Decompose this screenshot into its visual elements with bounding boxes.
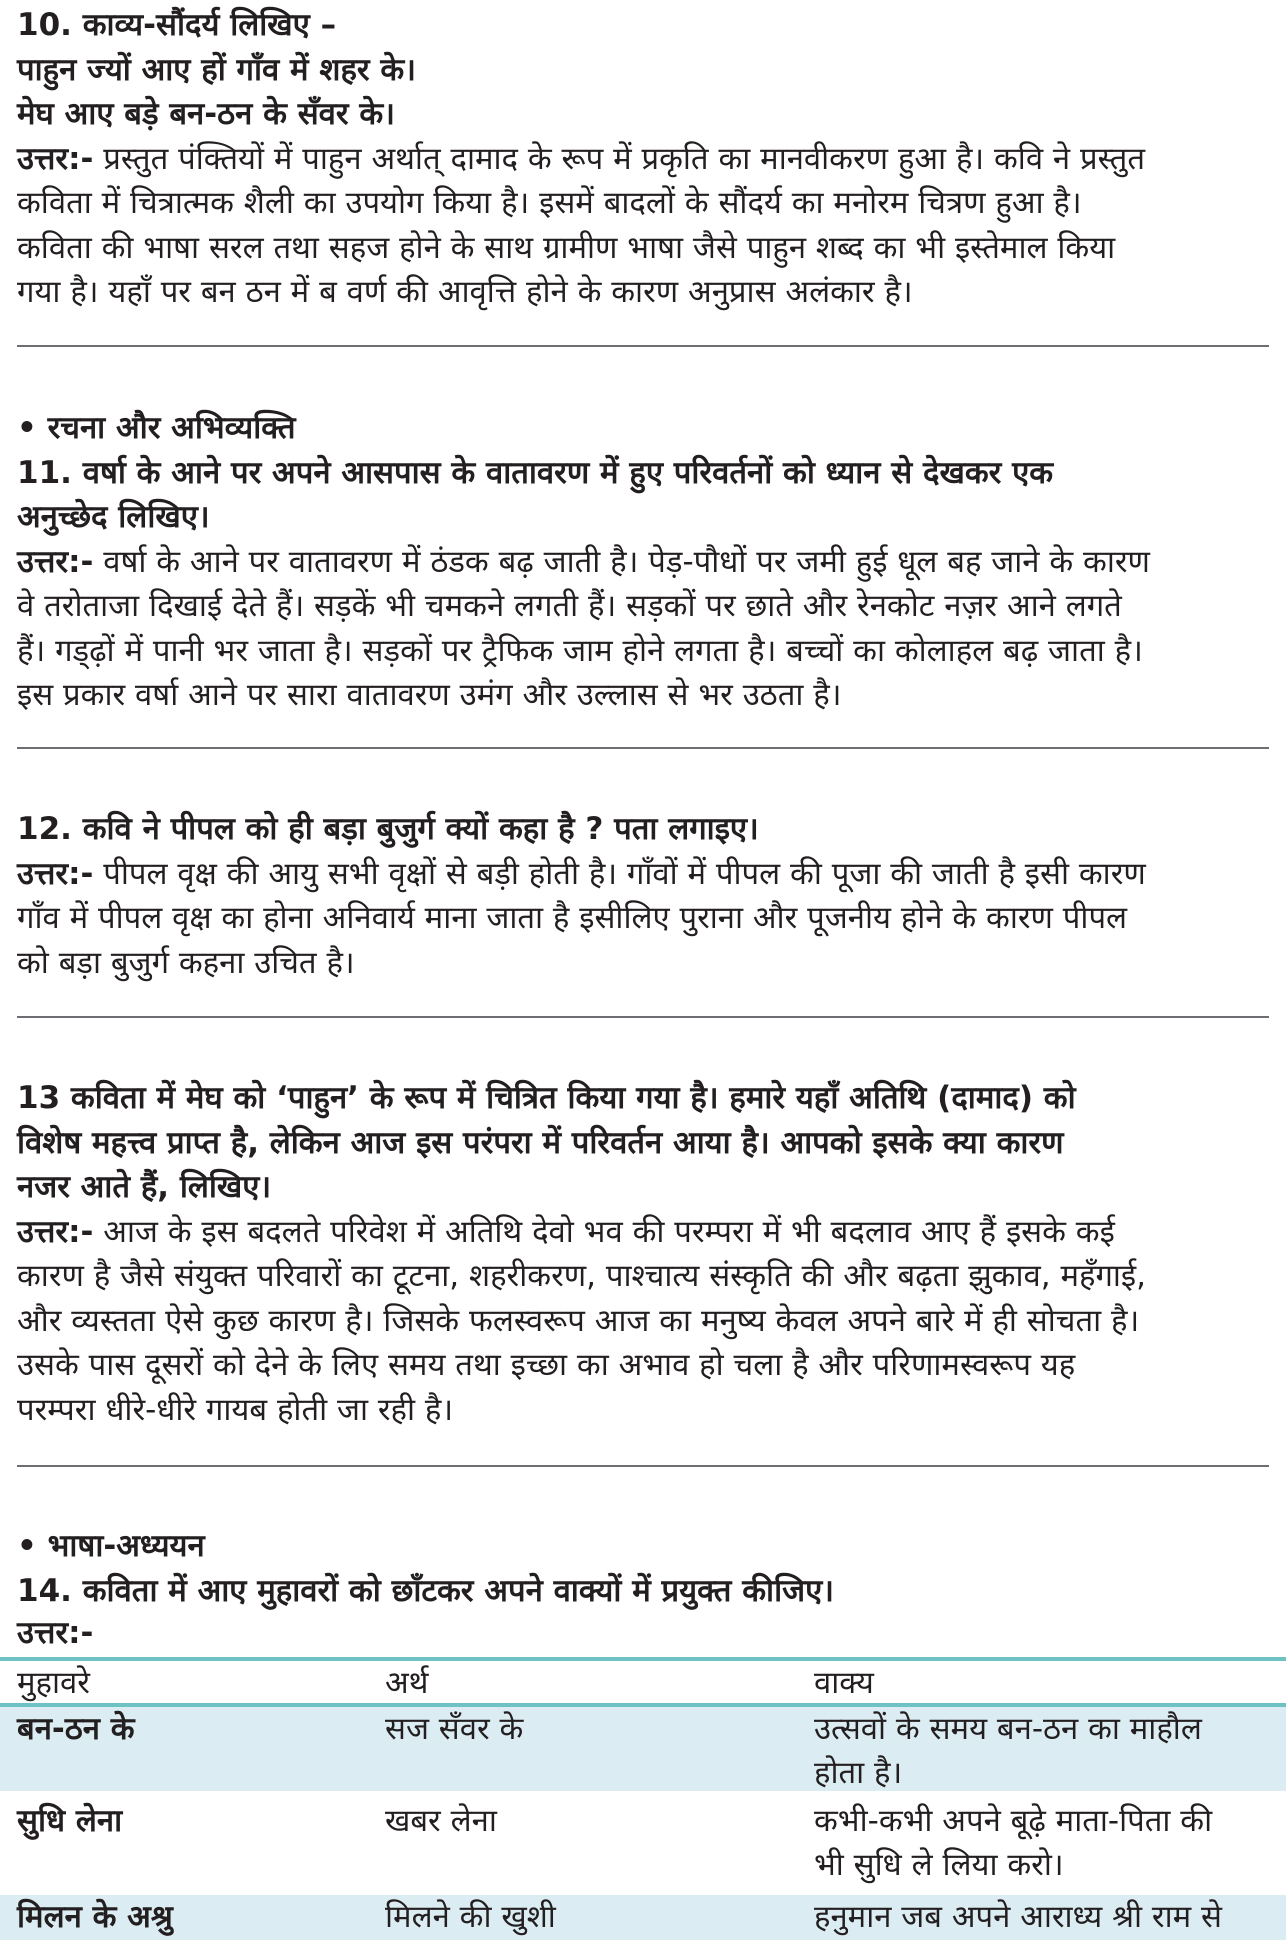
answer-line: को बड़ा बुजुर्ग कहना उचित है। — [17, 944, 355, 981]
answer-line: कविता में चित्रात्मक शैली का उपयोग किया है। इसमें बादलों के सौंदर्य का मनोरम चित्रण हुआ है। — [17, 185, 1082, 221]
answer-label: उत्तर:- — [17, 1213, 94, 1250]
idiom-cell: सुधि लेना — [17, 1803, 123, 1839]
question-14 — [17, 1524, 1276, 1653]
question-text: 10. काव्य-सौंदर्य लिखिए – — [17, 7, 337, 43]
verse-line: मेघ आए बड़े बन-ठन के सँवर के। — [17, 96, 395, 132]
idioms-table — [0, 1657, 1286, 1940]
answer-line: गाँव में पीपल वृक्ष का होना अनिवार्य माना जाता है इसीलिए पुराना और पूजनीय होने के कारण पीपल — [17, 900, 1128, 936]
answer-label: उत्तर:- — [17, 140, 94, 177]
idiom-cell: बन-ठन के — [17, 1711, 135, 1747]
answer-line: उत्तर:- वर्षा के आने पर वातावरण में ठंडक बढ़ जाती है। पेड़-पौधों पर जमी हुई धूल बह जाने के कारण — [17, 543, 1150, 580]
question-text: 14. कविता में आए मुहावरों को छाँटकर अपने वाक्यों में प्रयुक्त कीजिए। — [17, 1572, 835, 1609]
section-heading: • रचना और अभिव्यक्ति — [17, 410, 296, 446]
header-sentence: वाक्य — [814, 1665, 874, 1701]
question-text: 12. कवि ने पीपल को ही बड़ा बुजुर्ग क्यों कहा है ? पता लगाइए। — [17, 811, 759, 847]
divider — [17, 747, 1269, 749]
question-text: अनुच्छेद लिखिए। — [17, 499, 210, 535]
answer-line: गया है। यहाँ पर बन ठन में ब वर्ण की आवृत्ति होने के कारण अनुप्रास अलंकार है। — [17, 274, 913, 310]
divider — [17, 1465, 1269, 1467]
table-header-row — [0, 1661, 1286, 1703]
table-row — [0, 1707, 1286, 1791]
meaning-cell: खबर लेना — [385, 1803, 497, 1839]
answer-line: उत्तर:- आज के इस बदलते परिवेश में अतिथि देवो भव की परम्परा में भी बदलाव आए हैं इसके कई — [17, 1213, 1115, 1250]
answer-line: परम्परा धीरे-धीरे गायब होती जा रही है। — [17, 1391, 454, 1428]
table-row — [0, 1791, 1286, 1895]
answer-line: कविता की भाषा सरल तथा सहज होने के साथ ग्रामीण भाषा जैसे पाहुन शब्द का भी इस्तेमाल किया — [17, 229, 1116, 266]
divider — [17, 345, 1269, 347]
question-10 — [17, 3, 1276, 315]
sentence-cell: कभी-कभी अपने बूढ़े माता-पिता की भी सुधि ले लिया करो। — [814, 1803, 1213, 1883]
section-heading: • भाषा-अध्ययन — [17, 1528, 205, 1564]
answer-line: और व्यस्तता ऐसे कुछ कारण है। जिसके फलस्वरूप आज का मनुष्य केवल अपने बारे में ही सोचता है। — [17, 1302, 1140, 1339]
meaning-cell: मिलने की खुशी — [385, 1899, 556, 1935]
question-text: विशेष महत्त्व प्राप्त है, लेकिन आज इस परंपरा में परिवर्तन आया है। आपको इसके क्या कारण — [17, 1124, 1064, 1161]
question-text: 13 कविता में मेघ को ‘पाहुन’ के रूप में चित्रित किया गया है। हमारे यहाँ अतिथि (दामाद) को — [17, 1080, 1076, 1116]
table-row — [0, 1895, 1286, 1940]
meaning-cell: सज सँवर के — [385, 1711, 524, 1747]
sentence-cell: उत्सवों के समय बन-ठन का माहौल होता है। — [814, 1711, 1202, 1791]
answer-line: वे तरोताजा दिखाई देते हैं। सड़कें भी चमकने लगती हैं। सड़कों पर छाते और रेनकोट नज़र आने लगते — [17, 588, 1122, 624]
answer-label: उत्तर:- — [17, 1615, 94, 1651]
verse-line: पाहुन ज्यों आए हों गाँव में शहर के। — [17, 51, 416, 88]
question-11 — [17, 406, 1276, 718]
header-meaning: अर्थ — [385, 1665, 429, 1701]
question-13 — [17, 1076, 1276, 1432]
header-idiom: मुहावरे — [17, 1665, 90, 1701]
question-12 — [17, 807, 1276, 985]
sentence-cell: हनुमान जब अपने आराध्य श्री राम से — [814, 1899, 1222, 1935]
question-text: नजर आते हैं, लिखिए। — [17, 1169, 272, 1205]
answer-line: उत्तर:- पीपल वृक्ष की आयु सभी वृक्षों से बड़ी होती है। गाँवों में पीपल की पूजा की जाती है इसी कारण — [17, 855, 1146, 892]
question-text: 11. वर्षा के आने पर अपने आसपास के वातावरण में हुए परिवर्तनों को ध्यान से देखकर एक — [17, 454, 1054, 491]
answer-line: उसके पास दूसरों को देने के लिए समय तथा इच्छा का अभाव हो चला है और परिणामस्वरूप यह — [17, 1347, 1076, 1383]
answer-line: हैं। गड्ढ़ों में पानी भर जाता है। सड़कों पर ट्रैफिक जाम होने लगता है। बच्चों का कोलाहल बढ़ जाता है। — [17, 632, 1143, 669]
answer-line: इस प्रकार वर्षा आने पर सारा वातावरण उमंग और उल्लास से भर उठता है। — [17, 677, 842, 713]
answer-line: कारण है जैसे संयुक्त परिवारों का टूटना, शहरीकरण, पाश्चात्य संस्कृति की और बढ़ता झुकाव, महँगाई, — [17, 1258, 1147, 1294]
answer-label: उत्तर:- — [17, 855, 94, 892]
answer-line: उत्तर:- प्रस्तुत पंक्तियों में पाहुन अर्थात् दामाद के रूप में प्रकृति का मानवीकरण हुआ है। कवि ने प्रस्तुत — [17, 140, 1146, 177]
idiom-cell: मिलन के अश्रु — [17, 1899, 173, 1935]
divider — [17, 1016, 1269, 1018]
answer-label: उत्तर:- — [17, 543, 94, 580]
